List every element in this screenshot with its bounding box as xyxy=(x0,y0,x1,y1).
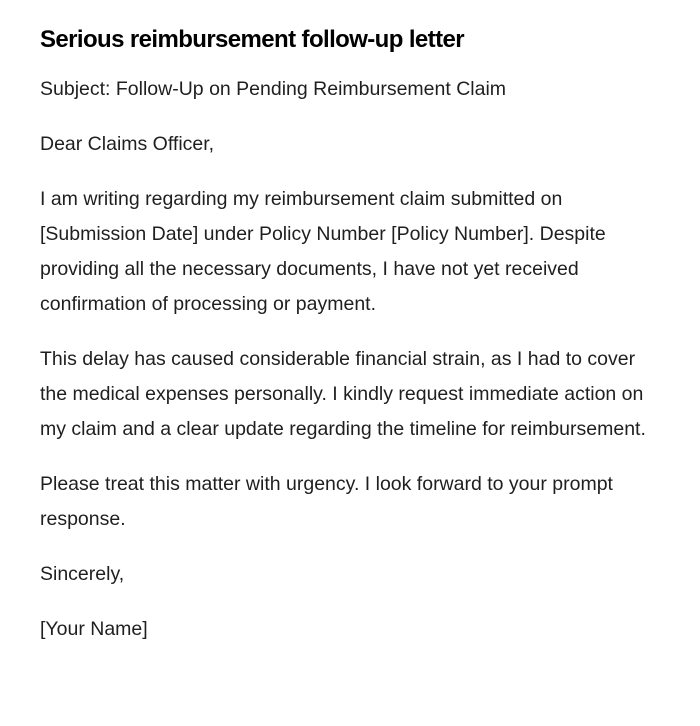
letter-signature: [Your Name] xyxy=(40,618,148,640)
letter-document xyxy=(40,22,650,667)
letter-closing: Sincerely, xyxy=(40,563,125,585)
letter-paragraph-3: Please treat this matter with urgency. I look forward to your prompt response. xyxy=(40,473,613,530)
letter-salutation: Dear Claims Officer, xyxy=(40,133,215,155)
letter-title: Serious reimbursement follow-up letter xyxy=(40,26,464,53)
letter-paragraph-1: I am writing regarding my reimbursement claim submitted on [Submission Date] under Policy Number [Policy Number]. Despite providing all the necessary documents, I have not yet received confirmation of processing or payment. xyxy=(40,188,606,315)
letter-subject: Subject: Follow-Up on Pending Reimbursement Claim xyxy=(40,78,507,100)
letter-paragraph-2: This delay has caused considerable financial strain, as I had to cover the medical expenses personally. I kindly request immediate action on my claim and a clear update regarding the timeline for reimbursement. xyxy=(40,348,646,440)
